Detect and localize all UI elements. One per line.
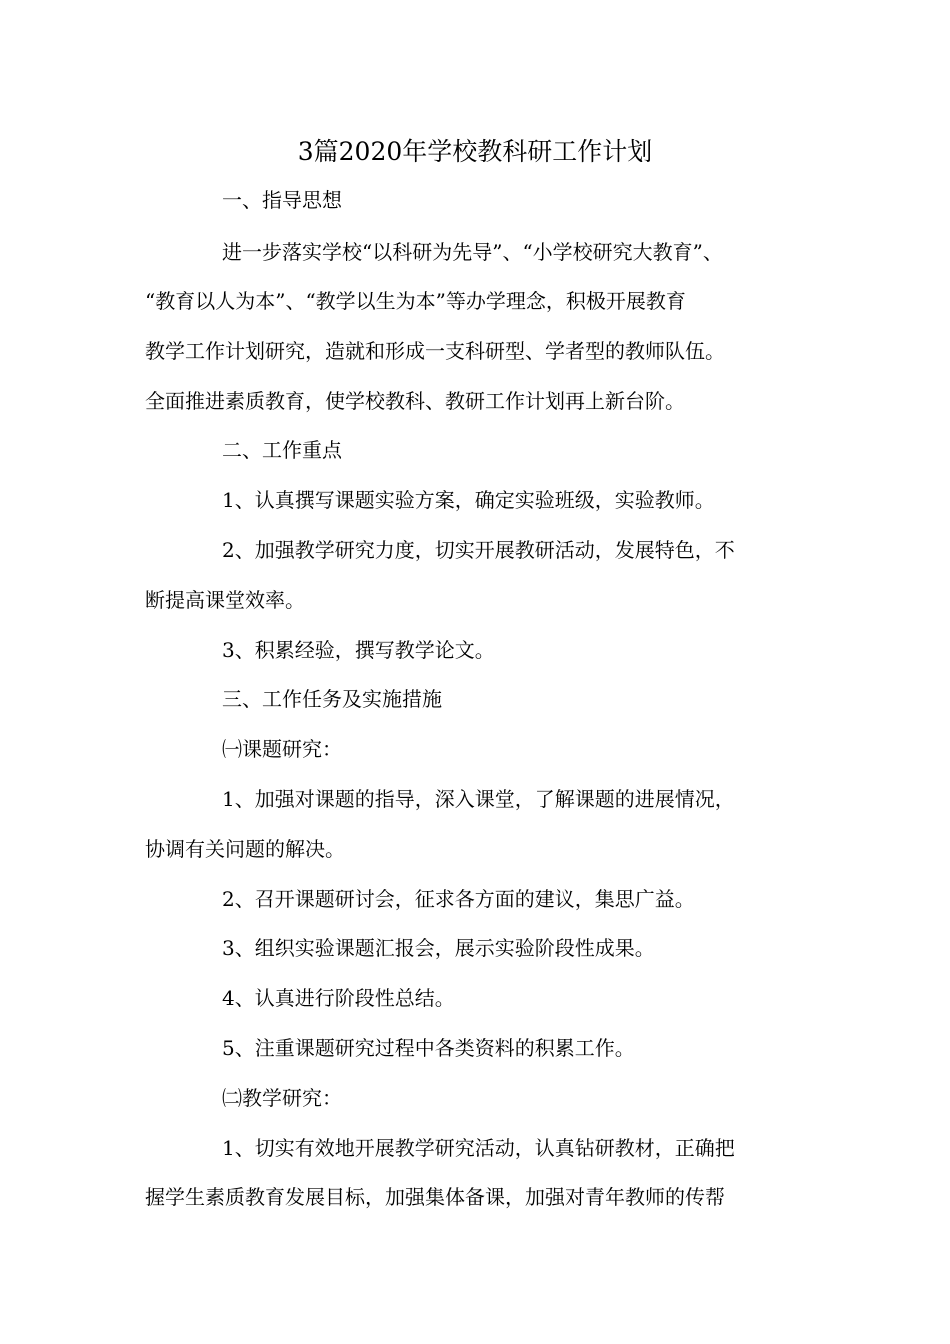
list-item: 2、召开课题研讨会，征求各方面的建议，集思广益。 bbox=[222, 887, 695, 911]
list-item-continuation: 断提高课堂效率。 bbox=[145, 588, 305, 612]
list-item: 2、加强教学研究力度，切实开展教研活动，发展特色，不 bbox=[222, 538, 735, 562]
heading-tasks-and-measures: 三、工作任务及实施措施 bbox=[222, 687, 442, 711]
list-item: 1、加强对课题的指导，深入课堂，了解课题的进展情况， bbox=[222, 787, 735, 811]
document-title: 3篇2020年学校教科研工作计划 bbox=[297, 137, 653, 166]
list-item: 3、积累经验，撰写教学论文。 bbox=[222, 638, 495, 662]
list-item-continuation: 协调有关问题的解决。 bbox=[145, 837, 345, 861]
heading-guiding-ideology: 一、指导思想 bbox=[222, 188, 342, 212]
subheading-teaching-research: ㈡教学研究： bbox=[222, 1086, 342, 1110]
paragraph-line: 进一步落实学校“以科研为先导”、“小学校研究大教育”、 bbox=[222, 240, 723, 264]
list-item: 4、认真进行阶段性总结。 bbox=[222, 986, 455, 1010]
list-item: 5、注重课题研究过程中各类资料的积累工作。 bbox=[222, 1036, 635, 1060]
heading-work-focus: 二、工作重点 bbox=[222, 438, 342, 462]
paragraph-line: 全面推进素质教育，使学校教科、教研工作计划再上新台阶。 bbox=[145, 389, 685, 413]
list-item-continuation: 握学生素质教育发展目标，加强集体备课，加强对青年教师的传帮 bbox=[145, 1185, 725, 1209]
list-item: 1、认真撰写课题实验方案，确定实验班级，实验教师。 bbox=[222, 488, 715, 512]
paragraph-line: 教学工作计划研究，造就和形成一支科研型、学者型的教师队伍。 bbox=[145, 339, 725, 363]
subheading-project-research: ㈠课题研究： bbox=[222, 737, 342, 761]
list-item: 1、切实有效地开展教学研究活动，认真钻研教材，正确把 bbox=[222, 1136, 735, 1160]
paragraph-line: “教育以人为本”、“教学以生为本”等办学理念，积极开展教育 bbox=[145, 289, 686, 313]
list-item: 3、组织实验课题汇报会，展示实验阶段性成果。 bbox=[222, 936, 655, 960]
